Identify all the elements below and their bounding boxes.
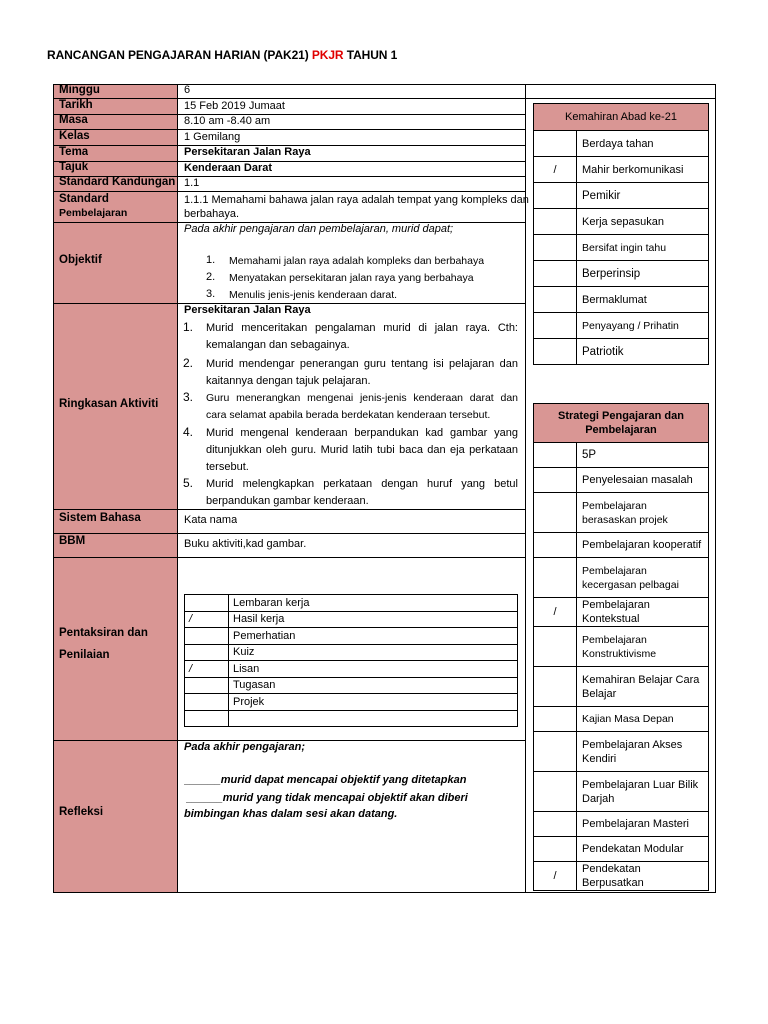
objektif-num-2: 2. — [206, 271, 216, 283]
label-ringkasan: Ringkasan Aktiviti — [59, 398, 159, 410]
ringkasan-num-2: 2. — [183, 356, 194, 370]
kemahiran-mark — [534, 183, 577, 209]
label-sistem-bahasa: Sistem Bahasa — [59, 512, 141, 524]
strategi-mark — [534, 558, 577, 598]
ringkasan-num-5: 5. — [183, 476, 194, 490]
pentaksiran-mark: / — [185, 661, 229, 678]
strategi-item: Pembelajaran Masteri — [577, 812, 709, 837]
pentaksiran-row — [185, 677, 518, 694]
label-tajuk: Tajuk — [59, 161, 89, 173]
pentaksiran-row — [185, 628, 518, 645]
strategi-header-line1: Strategi Pengajaran dan — [558, 410, 684, 422]
objektif-num-3: 3. — [206, 288, 216, 300]
pentaksiran-row — [185, 710, 518, 727]
strategi-mark — [534, 772, 577, 812]
refleksi-line1: Pada akhir pengajaran; — [184, 741, 306, 753]
refleksi-line4: bimbingan khas dalam sesi akan datang. — [184, 808, 398, 820]
refleksi-line2: ______murid dapat mencapai objektif yang ditetapkan — [184, 774, 467, 786]
value-tarikh: 15 Feb 2019 Jumaat — [184, 100, 285, 112]
ringkasan-item-2: Murid mendengar penerangan guru tentang isi pelajaran dan kaitannya dengan tajuk pelajaran. — [206, 358, 518, 387]
strategi-table — [533, 403, 709, 891]
pentaksiran-item — [229, 710, 518, 727]
kemahiran-row — [534, 235, 709, 261]
value-sp-line2: berbahaya. — [184, 208, 240, 220]
kemahiran-row — [534, 287, 709, 313]
strategi-mark — [534, 812, 577, 837]
strategi-row — [534, 772, 709, 812]
value-standard-kandungan: 1.1 — [184, 177, 200, 189]
ringkasan-heading: Persekitaran Jalan Raya — [184, 304, 311, 316]
value-tema: Persekitaran Jalan Raya — [184, 146, 311, 158]
label-minggu: Minggu — [59, 84, 100, 96]
strategi-mark — [534, 468, 577, 493]
ringkasan-item-5: Murid melengkapkan perkataan dengan huruf yang betul berpandukan gambar kenderaan. — [206, 478, 518, 507]
strategi-item: Pembelajaran berasaskan projek — [577, 493, 709, 533]
pentaksiran-item: Hasil kerja — [229, 611, 518, 628]
strategi-row — [534, 707, 709, 732]
kemahiran-item: Berdaya tahan — [577, 131, 709, 157]
pentaksiran-row — [185, 611, 518, 628]
label-refleksi: Refleksi — [59, 806, 104, 818]
value-masa: 8.10 am -8.40 am — [184, 115, 271, 127]
kemahiran-item: Patriotik — [577, 339, 709, 365]
page-title — [47, 48, 397, 62]
strategi-item: Pembelajaran Kontekstual — [577, 598, 709, 627]
kemahiran-row — [534, 131, 709, 157]
strategi-item: Pendekatan Berpusatkan — [577, 862, 709, 891]
kemahiran-mark — [534, 235, 577, 261]
strategi-row — [534, 598, 709, 627]
kemahiran-item: Bersifat ingin tahu — [577, 235, 709, 261]
strategi-item: Kemahiran Belajar Cara Belajar — [577, 667, 709, 707]
strategi-row — [534, 533, 709, 558]
label-pembelajaran: Pembelajaran — [59, 207, 128, 219]
kemahiran-item: Mahir berkomunikasi — [577, 157, 709, 183]
strategi-mark: / — [534, 598, 577, 627]
label-masa: Masa — [59, 114, 88, 126]
strategi-mark — [534, 707, 577, 732]
label-bbm: BBM — [59, 535, 86, 547]
objektif-item-2: Menyatakan persekitaran jalan raya yang berbahaya — [229, 272, 474, 284]
strategi-item: Pembelajaran Luar Bilik Darjah — [577, 772, 709, 812]
kemahiran-item: Penyayang / Prihatin — [577, 313, 709, 339]
strategi-row — [534, 667, 709, 707]
pentaksiran-mark — [185, 677, 229, 694]
ringkasan-num-3: 3. — [183, 390, 194, 404]
value-sp-line1: 1.1.1 Memahami bahawa jalan raya adalah tempat yang kompleks dan — [184, 194, 529, 206]
label-standard-kandungan: Standard Kandungan — [59, 176, 176, 188]
kemahiran-row — [534, 157, 709, 183]
pentaksiran-mark — [185, 710, 229, 727]
kemahiran-header: Kemahiran Abad ke-21 — [534, 104, 709, 131]
label-pentaksiran: Pentaksiran dan — [59, 627, 148, 639]
row-line — [53, 533, 526, 534]
kemahiran-mark — [534, 339, 577, 365]
strategi-row — [534, 837, 709, 862]
label-standard: Standard — [59, 193, 109, 205]
pentaksiran-row — [185, 644, 518, 661]
row-line — [53, 191, 526, 192]
strategi-row — [534, 627, 709, 667]
title-subject: PKJR — [311, 48, 344, 62]
label-tarikh: Tarikh — [59, 99, 93, 111]
pentaksiran-row — [185, 661, 518, 678]
pentaksiran-item: Kuiz — [229, 644, 518, 661]
row-line — [53, 161, 526, 162]
strategi-item: Kajian Masa Depan — [577, 707, 709, 732]
strategi-item: Penyelesaian masalah — [577, 468, 709, 493]
kemahiran-mark — [534, 261, 577, 287]
pentaksiran-item: Lembaran kerja — [229, 595, 518, 612]
pentaksiran-mark — [185, 644, 229, 661]
kemahiran-row — [534, 183, 709, 209]
pentaksiran-mark: / — [185, 611, 229, 628]
row-line — [53, 114, 526, 115]
kemahiran-row — [534, 209, 709, 235]
title-main: RANCANGAN PENGAJARAN HARIAN (PAK21) — [47, 48, 309, 62]
ringkasan-item-3: Guru menerangkan mengenai jenis-jenis kenderaan darat dan cara selamat apabila berada berdekatan kenderaan tersebut. — [206, 392, 518, 421]
strategi-row — [534, 732, 709, 772]
ringkasan-num-1: 1. — [183, 320, 194, 334]
kemahiran-mark: / — [534, 157, 577, 183]
value-kelas: 1 Gemilang — [184, 131, 241, 143]
strategi-row — [534, 493, 709, 533]
ringkasan-item-1: Murid menceritakan pengalaman murid di jalan raya. Cth: kemalangan dan sebagainya. — [206, 322, 518, 351]
kemahiran-mark — [534, 131, 577, 157]
kemahiran-row — [534, 313, 709, 339]
pentaksiran-item: Projek — [229, 694, 518, 711]
pentaksiran-item: Pemerhatian — [229, 628, 518, 645]
strategi-mark — [534, 493, 577, 533]
strategi-mark: / — [534, 862, 577, 891]
pentaksiran-mark — [185, 628, 229, 645]
strategi-mark — [534, 443, 577, 468]
kemahiran-item: Bermaklumat — [577, 287, 709, 313]
refleksi-line3: ______murid yang tidak mencapai objektif akan diberi — [186, 792, 468, 804]
pentaksiran-row — [185, 595, 518, 612]
pentaksiran-table — [184, 594, 518, 727]
divider-label — [177, 84, 178, 893]
label-penilaian: Penilaian — [59, 649, 110, 661]
objektif-item-1: Memahami jalan raya adalah kompleks dan berbahaya — [229, 255, 485, 267]
kemahiran-mark — [534, 209, 577, 235]
kemahiran-table — [533, 103, 709, 365]
value-minggu: 6 — [184, 84, 191, 96]
objektif-intro: Pada akhir pengajaran dan pembelajaran, murid dapat; — [184, 223, 454, 235]
ringkasan-num-4: 4. — [183, 425, 194, 439]
strategi-mark — [534, 837, 577, 862]
strategi-mark — [534, 533, 577, 558]
strategi-item: Pendekatan Modular — [577, 837, 709, 862]
value-tajuk: Kenderaan Darat — [184, 162, 273, 174]
strategi-row — [534, 443, 709, 468]
strategi-row — [534, 862, 709, 891]
strategi-item: Pembelajaran kecergasan pelbagai — [577, 558, 709, 598]
pentaksiran-mark — [185, 694, 229, 711]
strategi-mark — [534, 667, 577, 707]
kemahiran-item: Pemikir — [577, 183, 709, 209]
row-line — [53, 98, 716, 99]
pentaksiran-row — [185, 694, 518, 711]
strategi-row — [534, 558, 709, 598]
objektif-num-1: 1. — [206, 254, 216, 266]
pentaksiran-item: Tugasan — [229, 677, 518, 694]
value-bbm: Buku aktiviti,kad gambar. — [184, 538, 307, 550]
pentaksiran-item: Lisan — [229, 661, 518, 678]
strategi-row — [534, 468, 709, 493]
title-rest: TAHUN 1 — [346, 48, 398, 62]
label-kelas: Kelas — [59, 130, 90, 142]
strategi-row — [534, 812, 709, 837]
strategi-header — [534, 404, 709, 443]
label-tema: Tema — [59, 146, 89, 158]
row-line — [53, 129, 526, 130]
kemahiran-item: Berperinsip — [577, 261, 709, 287]
kemahiran-row — [534, 261, 709, 287]
ringkasan-item-4: Murid mengenal kenderaan berpandukan kad gambar yang ditunjukkan oleh guru. Murid latih tubi baca dan eja perkataan tersebut. — [206, 427, 518, 473]
kemahiran-row — [534, 339, 709, 365]
kemahiran-mark — [534, 287, 577, 313]
strategi-item: Pembelajaran Konstruktivisme — [577, 627, 709, 667]
strategi-mark — [534, 627, 577, 667]
objektif-item-3: Menulis jenis-jenis kenderaan darat. — [229, 289, 398, 301]
row-line — [53, 557, 526, 558]
label-objektif: Objektif — [59, 254, 102, 266]
value-sistem-bahasa: Kata nama — [184, 514, 238, 526]
kemahiran-mark — [534, 313, 577, 339]
strategi-header-line2: Pembelajaran — [585, 424, 657, 436]
kemahiran-item: Kerja sepasukan — [577, 209, 709, 235]
strategi-mark — [534, 732, 577, 772]
strategi-item: Pembelajaran Akses Kendiri — [577, 732, 709, 772]
pentaksiran-mark — [185, 595, 229, 612]
strategi-item: Pembelajaran kooperatif — [577, 533, 709, 558]
strategi-item: 5P — [577, 443, 709, 468]
